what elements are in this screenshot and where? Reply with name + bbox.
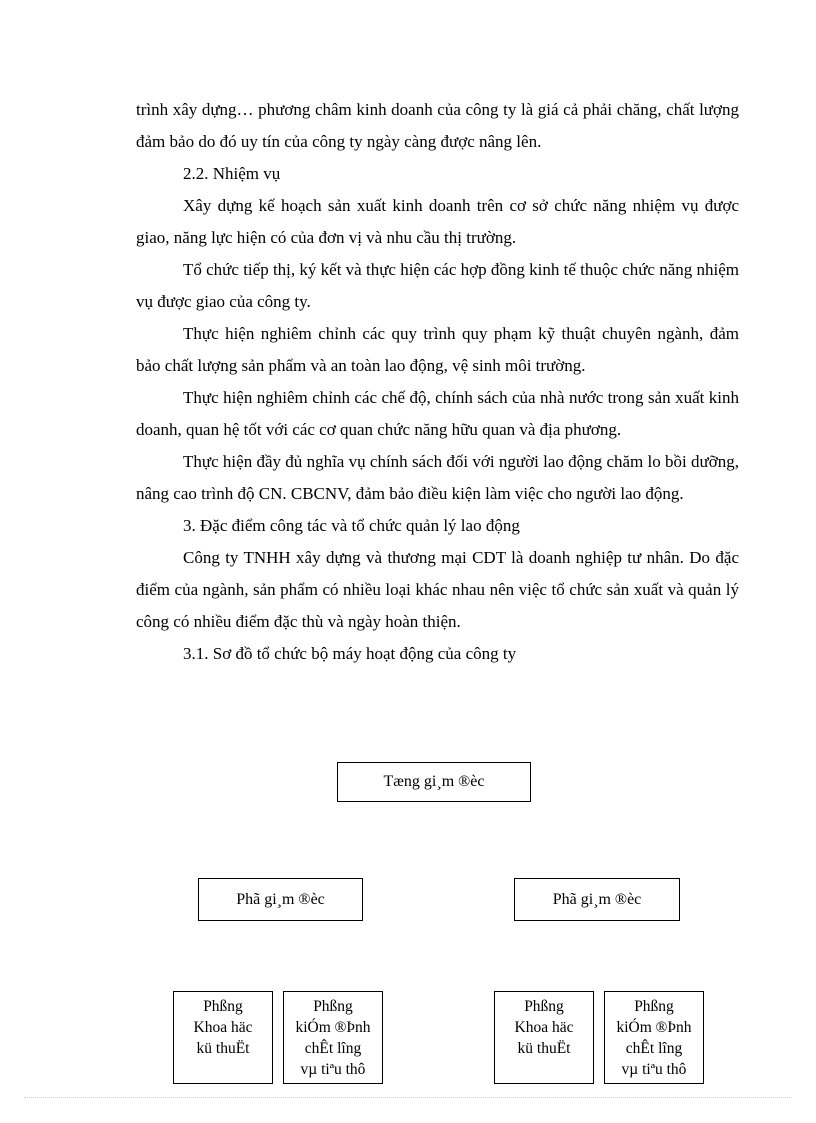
dept-line-blank [221, 1059, 225, 1080]
dept-line-blank [542, 1059, 546, 1080]
section-heading-3-1: 3.1. Sơ đồ tổ chức bộ máy hoạt động của công ty [183, 644, 517, 663]
body-text [136, 94, 739, 670]
deputy-director-right-box: Phã gi¸m ®èc [514, 878, 680, 921]
dept-line: kiÓm ®Þnh [295, 1018, 371, 1036]
dept-line: kü thuËt [517, 1039, 571, 1057]
dept-line: Phßng [313, 997, 353, 1015]
dept-line: chÊt lîng [304, 1039, 362, 1057]
section-heading-3: 3. Đặc điểm công tác và tổ chức quản lý lao động [183, 516, 520, 535]
dept-line: Khoa häc [514, 1018, 574, 1036]
dept-science-left-box [173, 991, 273, 1084]
page-bottom-divider [24, 1097, 792, 1098]
section-heading-2-2: 2.2. Nhiệm vụ [183, 164, 281, 183]
deputy-director-left-box: Phã gi¸m ®èc [198, 878, 363, 921]
dept-line: Phßng [524, 997, 564, 1015]
dept-line: kü thuËt [196, 1039, 250, 1057]
paragraph-technical: Thực hiện nghiêm chỉnh các quy trình quy phạm kỹ thuật chuyên ngành, đảm bảo chất lượng sản phẩm và an toàn lao động, vệ sinh môi trường. [136, 324, 739, 375]
dept-quality-left-box [283, 991, 383, 1084]
dept-line: Khoa häc [193, 1018, 253, 1036]
dept-line: chÊt lîng [625, 1039, 683, 1057]
paragraph-company: Công ty TNHH xây dựng và thương mại CDT là doanh nghiệp tư nhân. Do đặc điểm của ngành, sản phẩm có nhiều loại khác nhau nên việc tổ chức sản xuất và quản lý công có nhiều điểm đặc thù và ngày hoàn thiện. [136, 548, 739, 631]
paragraph-policy: Thực hiện nghiêm chỉnh các chế độ, chính sách của nhà nước trong sản xuất kinh doanh, quan hệ tốt với các cơ quan chức năng hữu quan và địa phương. [136, 388, 739, 439]
paragraph-continuation: trình xây dựng… phương châm kinh doanh của công ty là giá cả phải chăng, chất lượng đảm bảo do đó uy tín của công ty ngày càng được nâng lên. [136, 100, 739, 151]
dept-line: Phßng [634, 997, 674, 1015]
dept-line: kiÓm ®Þnh [616, 1018, 692, 1036]
dept-science-right-box [494, 991, 594, 1084]
paragraph-marketing: Tổ chức tiếp thị, ký kết và thực hiện các hợp đồng kinh tế thuộc chức năng nhiệm vụ được giao của công ty. [136, 260, 739, 311]
director-box: Tæng gi¸m ®èc [337, 762, 531, 802]
dept-quality-right-box [604, 991, 704, 1084]
dept-line: vµ tiªu thô [300, 1060, 366, 1078]
paragraph-labor: Thực hiện đầy đủ nghĩa vụ chính sách đối với người lao động chăm lo bồi dưỡng, nâng cao trình độ CN. CBCNV, đảm bảo điều kiện làm việc cho người lao động. [136, 452, 739, 503]
dept-line: vµ tiªu thô [621, 1060, 687, 1078]
dept-line: Phßng [203, 997, 243, 1015]
paragraph-plan: Xây dựng kế hoạch sản xuất kinh doanh trên cơ sở chức năng nhiệm vụ được giao, năng lực hiện có của đơn vị và nhu cầu thị trường. [136, 196, 739, 247]
